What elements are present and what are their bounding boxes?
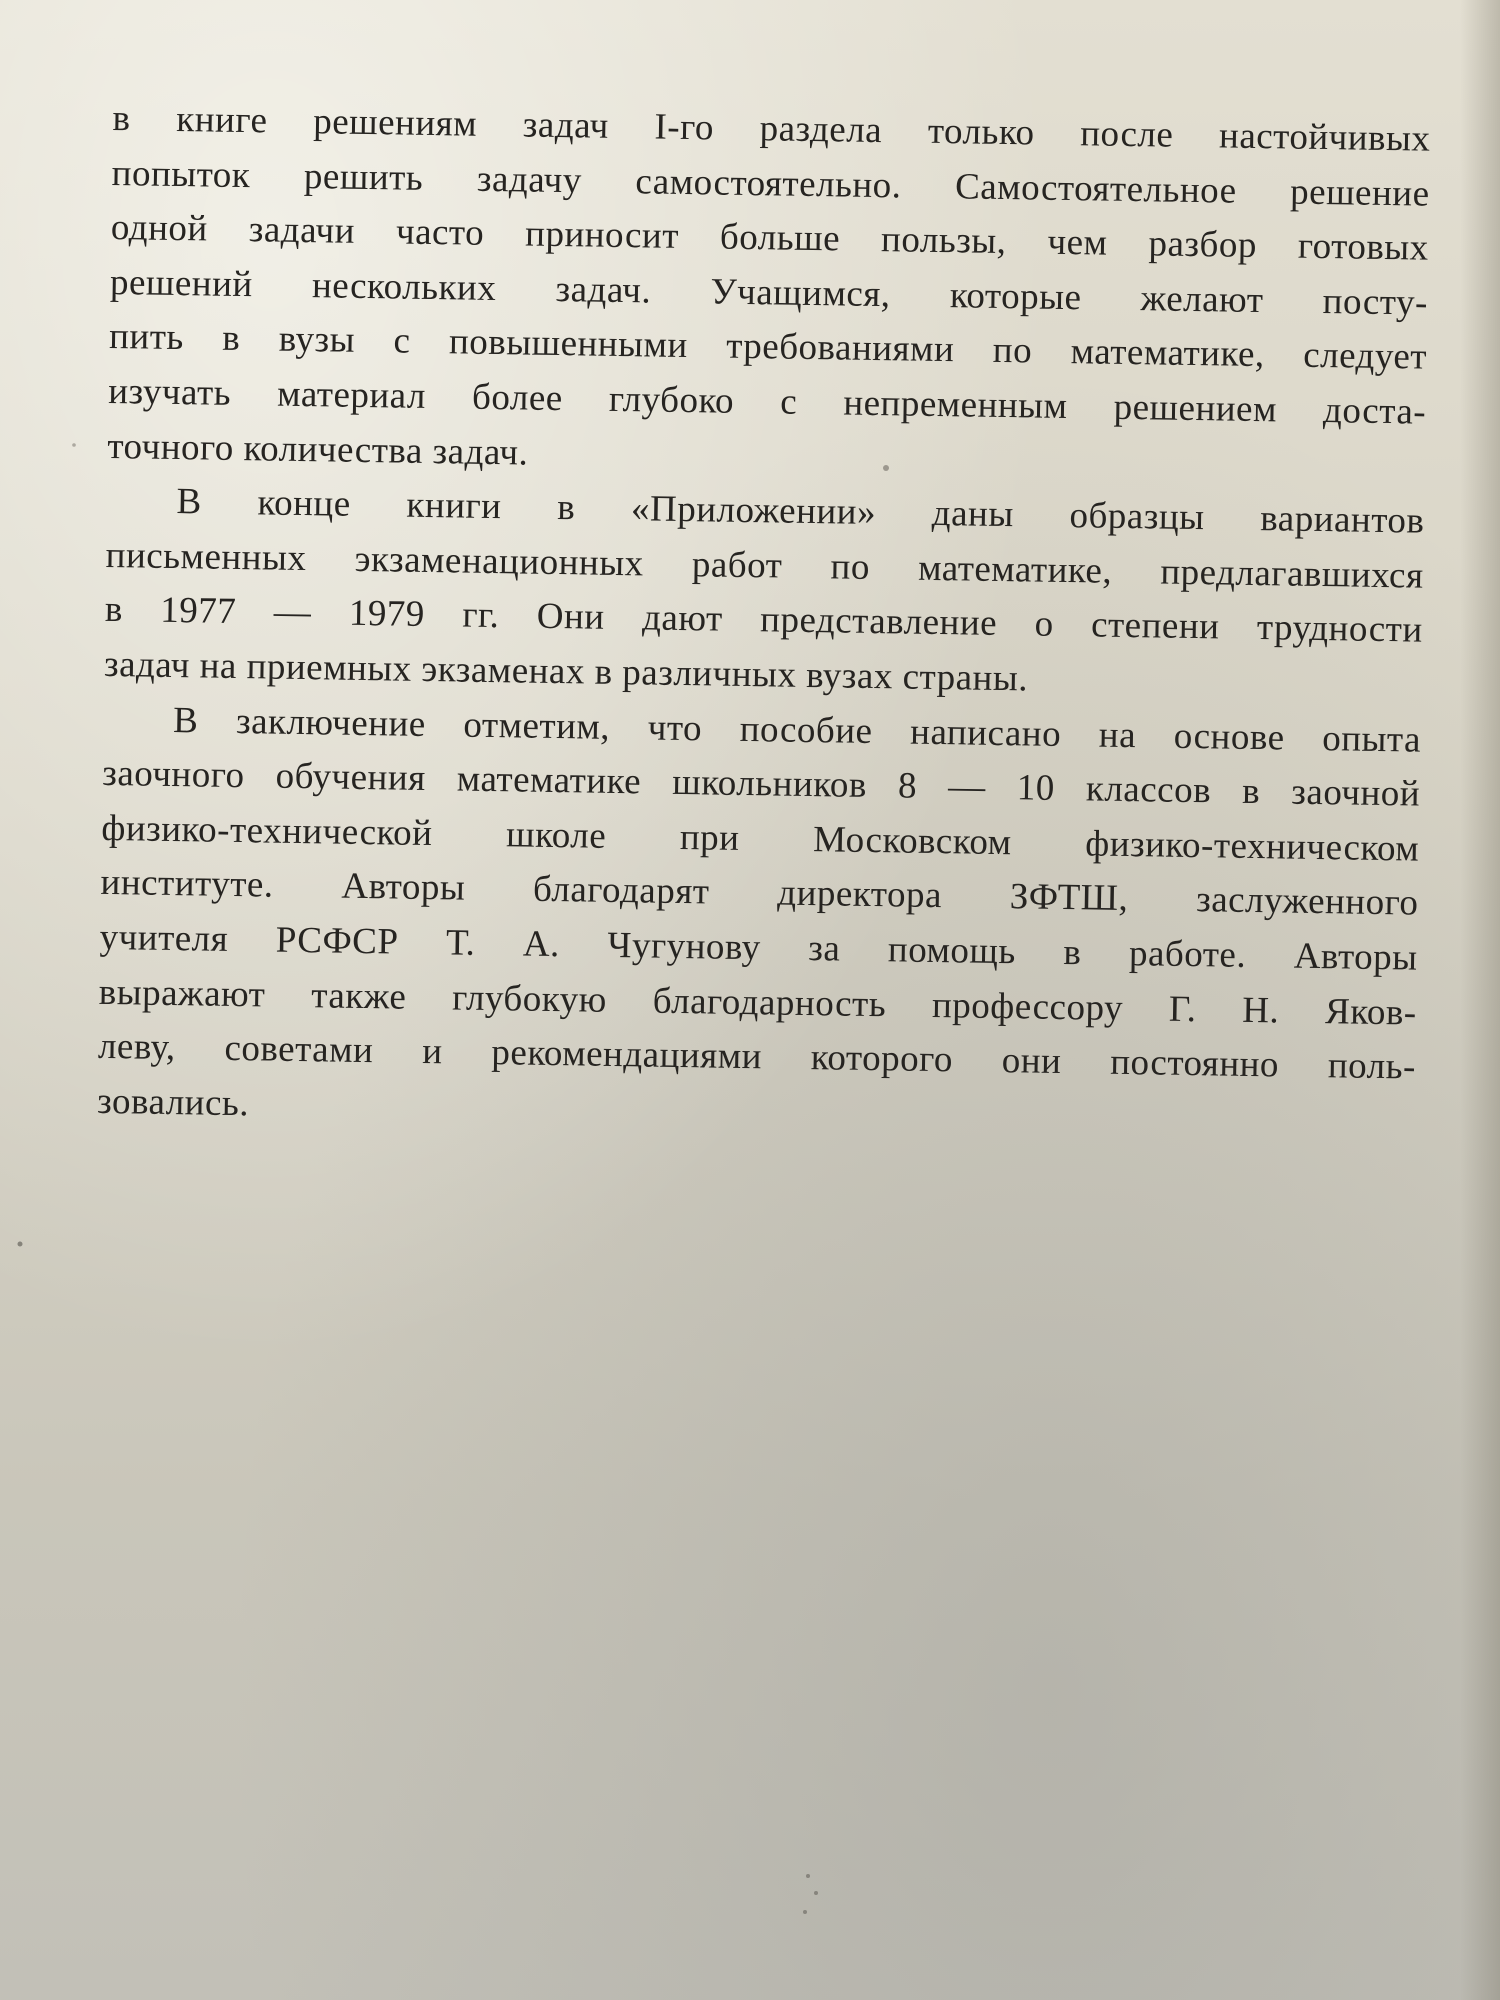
text-line: решений нескольких задач. Учащимся, которые желают посту- [109, 261, 1429, 324]
text-line: В конце книги в «Приложении» даны образцы вариантов [176, 481, 1425, 542]
text-line: задач на приемных экзаменах в различных вузах страны. [103, 643, 1029, 700]
text-line: учителя РСФСР Т. А. Чугунову за помощь в работе. Авторы [99, 916, 1418, 979]
text-line: заочного обучения математике школьников 8 — 10 классов в заочной [101, 753, 1421, 815]
text-line: в 1977 — 1979 гг. Они дают представление о степени трудности [104, 589, 1424, 651]
text-line: зовались. [96, 1080, 250, 1124]
text-line: изучать материал более глубоко с непременным решением доста- [107, 370, 1427, 433]
text-line: письменных экзаменационных работ по математике, предлагавшихся [105, 534, 1424, 597]
text-line: институте. Авторы благодарят директора ЗФТШ, заслуженного [100, 862, 1419, 924]
text-line: точного количества задач. [107, 425, 529, 474]
text-line: одной задачи часто приносит больше пользы, чем разбор готовых [110, 207, 1430, 269]
text-line: выражают также глубокую благодарность профессору Г. Н. Яков- [98, 971, 1418, 1034]
text-line: пить в вузы с повышенными требованиями по математике, следует [108, 316, 1428, 379]
text-line: попыток решить задачу самостоятельно. Самостоятельное решение [111, 152, 1430, 215]
text-line: в книге решениям задач I-го раздела только после настойчивых [112, 97, 1431, 160]
text-line: В заключение отметим, что пособие написано на основе опыта [172, 699, 1422, 761]
text-line: леву, советами и рекомендациями которого они постоянно поль- [97, 1025, 1417, 1088]
text-line: физико-технической школе при Московском физико-техническом [101, 807, 1420, 870]
